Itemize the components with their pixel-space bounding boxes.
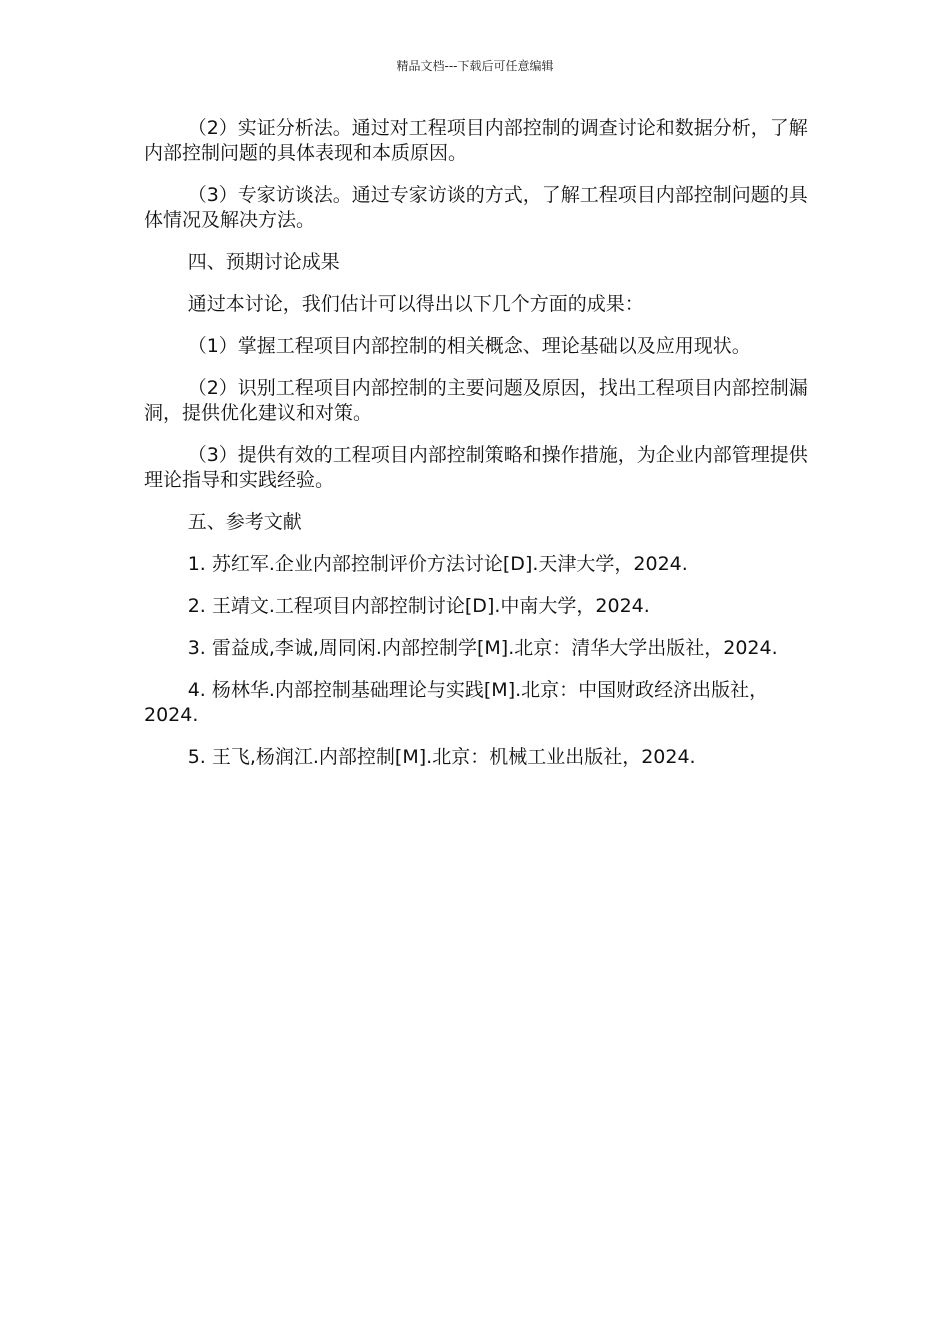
reference-item-3: 3. 雷益成,李诚,周同闲.内部控制学[M].北京：清华大学出版社，2024.	[187, 637, 778, 659]
method-expert-interview: （3）专家访谈法。通过专家访谈的方式，了解工程项目内部控制问题的具体情况及解决方法。	[144, 184, 808, 231]
reference-item-5: 5. 王飞,杨润江.内部控制[M].北京：机械工业出版社，2024.	[187, 746, 696, 768]
reference-item-4: 4. 杨林华.内部控制基础理论与实践[M].北京：中国财政经济出版社，2024.	[144, 679, 769, 726]
expected-result-3: （3）提供有效的工程项目内部控制策略和操作措施，为企业内部管理提供理论指导和实践经验。	[144, 444, 808, 491]
expected-results-intro: 通过本讨论，我们估计可以得出以下几个方面的成果：	[187, 293, 644, 315]
reference-item-1: 1. 苏红军.企业内部控制评价方法讨论[D].天津大学，2024.	[187, 553, 688, 575]
section-heading-expected-results: 四、预期讨论成果	[187, 251, 340, 273]
document-body	[144, 116, 816, 787]
method-empirical-analysis: （2）实证分析法。通过对工程项目内部控制的调查讨论和数据分析，了解内部控制问题的具体表现和本质原因。	[144, 117, 808, 164]
expected-result-2: （2）识别工程项目内部控制的主要问题及原因，找出工程项目内部控制漏洞，提供优化建议和对策。	[144, 377, 808, 424]
section-heading-references: 五、参考文献	[187, 511, 302, 533]
page-header: 精品文档---下载后可任意编辑	[396, 59, 554, 73]
reference-item-2: 2. 王靖文.工程项目内部控制讨论[D].中南大学，2024.	[187, 595, 650, 617]
expected-result-1: （1）掌握工程项目内部控制的相关概念、理论基础以及应用现状。	[187, 335, 751, 357]
